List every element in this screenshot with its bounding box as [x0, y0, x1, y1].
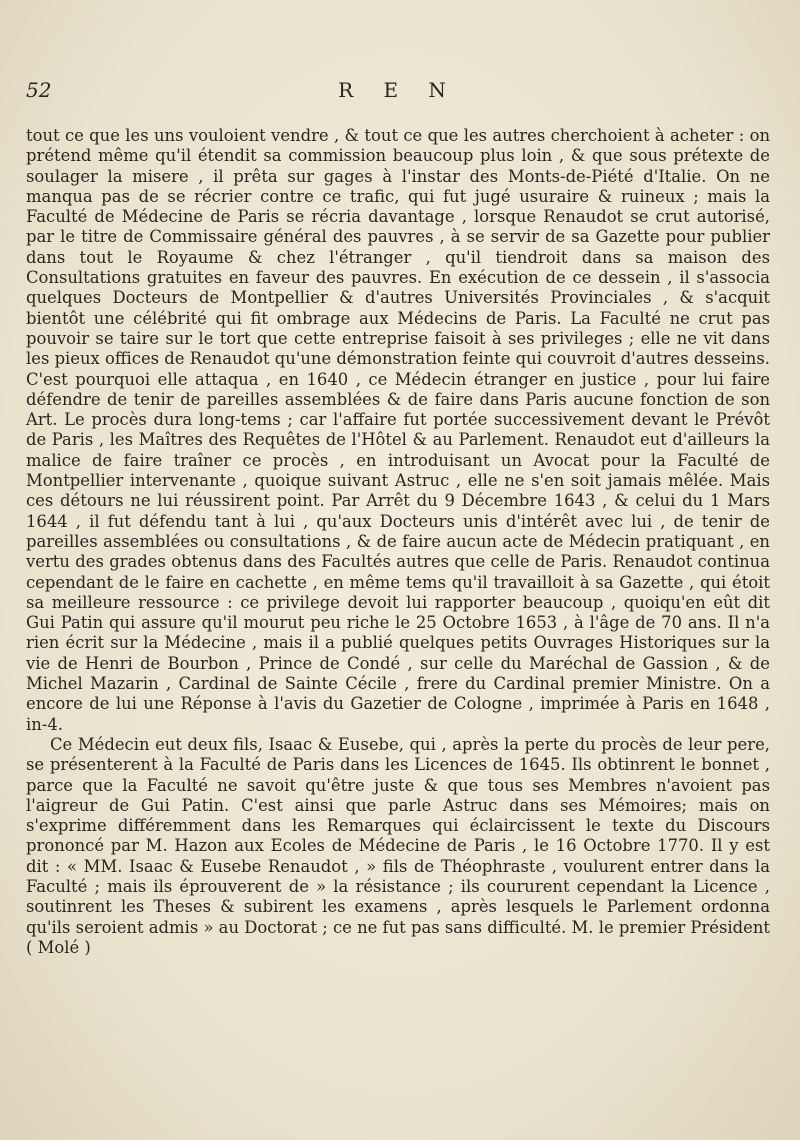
- body-text: [26, 126, 770, 958]
- paragraph-2: Ce Médecin eut deux fils, Isaac & Eusebe, qui , après la perte du procès de leur pere, se présenterent à la Faculté de Paris dans les Licences de 1645. Ils obtinrent le bonnet , parce que la Faculté ne savoit qu'être juste & que tous ses Membres n'avoient pas l'aigreur de Gui Patin. C'est ainsi que parle Astruc dans ses Mémoires; mais on s'exprime différemment dans les Remarques qui éclaircissent le texte du Discours prononcé par M. Hazon aux Ecoles de Médecine de Paris , le 16 Octobre 1770. Il y est dit : « MM. Isaac & Eusebe Renaudot , » fils de Théophraste , voulurent entrer dans la Faculté ; mais ils éprouverent de » la résistance ; ils coururent cependant la Licence , soutinrent les Theses & subirent les examens , après lesquels le Parlement ordonna qu'ils seroient admis » au Doctorat ; ce ne fut pas sans difficulté. M. le premier Président ( Molé ): [26, 734, 770, 957]
- paragraph-1: tout ce que les uns vouloient vendre , & tout ce que les autres cherchoient à acheter : on prétend même qu'il étendit sa commission beaucoup plus loin , & que sous prétexte de soulager la misere , il prêta sur gages à l'instar des Monts-de-Piété d'Italie. On ne manqua pas de se récrier contre ce trafic, qui fut jugé usuraire & ruineux ; mais la Faculté de Médecine de Paris se récria davantage , lorsque Renaudot se crut autorisé, par le titre de Commissaire général des pauvres , à se servir de sa Gazette pour publier dans tout le Royaume & chez l'étranger , qu'il tiendroit dans sa maison des Consultations gratuites en faveur des pauvres. En exécution de ce dessein , il s'associa quelques Docteurs de Montpellier & d'autres Universités Provinciales , & s'acquit bientôt une célébrité qui fit ombrage aux Médecins de Paris. La Faculté ne crut pas pouvoir se taire sur le tort que cette entreprise faisoit à ses privileges ; elle ne vit dans les pieux offices de Renaudot qu'une démonstration feinte qui couvroit d'autres desseins. C'est pourquoi elle attaqua , en 1640 , ce Médecin étranger en justice , pour lui faire défendre de tenir de pareilles assemblées & de faire dans Paris aucune fonction de son Art. Le procès dura long-tems ; car l'affaire fut portée successivement devant le Prévôt de Paris , les Maîtres des Requêtes de l'Hôtel & au Parlement. Renaudot eut d'ailleurs la malice de faire traîner ce procès , en introduisant un Avocat pour la Faculté de Montpellier intervenante , quoique suivant Astruc , elle ne s'en soit jamais mêlée. Mais ces détours ne lui réussirent point. Par Arrêt du 9 Décembre 1643 , & celui du 1 Mars 1644 , il fut défendu tant à lui , qu'aux Docteurs unis d'intérêt avec lui , de tenir de pareilles assemblées ou consultations , & de faire aucun acte de Médecin pratiquant , en vertu des grades obtenus dans des Facultés autres que celle de Paris. Renaudot continua cependant de le faire en cachette , en même tems qu'il travailloit à sa Gazette , qui étoit sa meilleure ressource : ce privilege devoit lui rapporter beaucoup , quoiqu'en eût dit Gui Patin qui assure qu'il mourut peu riche le 25 Octobre 1653 , à l'âge de 70 ans. Il n'a rien écrit sur la Médecine , mais il a publié quelques petits Ouvrages Historiques sur la vie de Henri de Bourbon , Prince de Condé , sur celle du Maréchal de Gassion , & de Michel Mazarin , Cardinal de Sainte Cécile , frere du Cardinal premier Ministre. On a encore de lui une Réponse à l'avis du Gazetier de Cologne , imprimée à Paris en 1648 , in-4.: [26, 126, 770, 734]
- page-header: [26, 78, 770, 112]
- page-number: 52: [26, 78, 52, 102]
- running-head: R E N: [338, 78, 458, 102]
